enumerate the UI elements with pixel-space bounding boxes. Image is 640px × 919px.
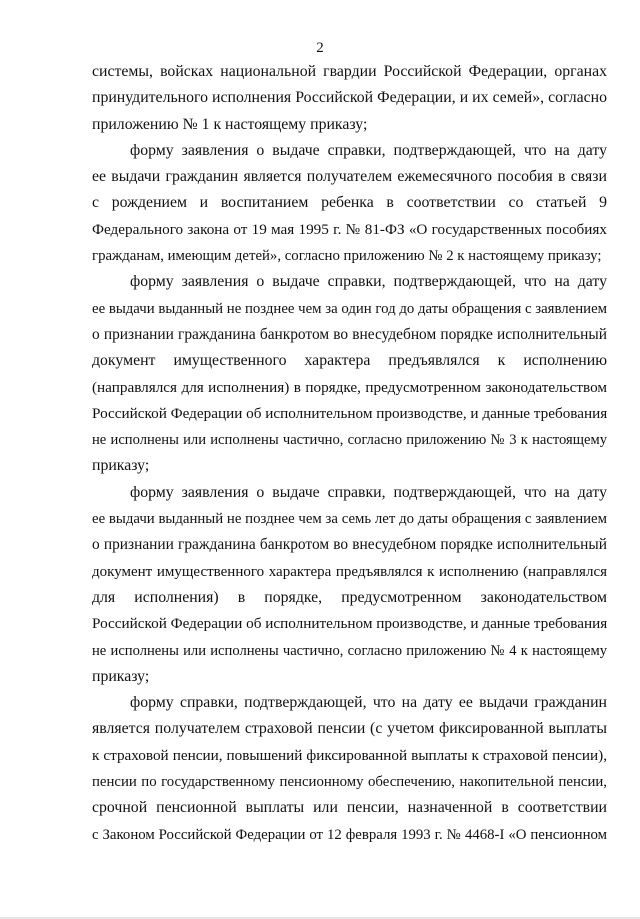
paragraph-line: гражданам, имеющим детей», согласно приложению № 2 к настоящему приказу; [92,248,602,265]
paragraph-line: (направлялся для исполнения) в порядке, предусмотренном законодательством [92,378,607,396]
paragraph-line: приказу; [92,457,150,475]
paragraph-3 [92,269,607,479]
paragraph-line: принудительного исполнения Российской Федерации, и их семей», согласно [92,89,607,107]
paragraph-line: ее выдачи выданный не позднее чем за один год до даты обращения с заявлением [92,300,607,317]
paragraph-5 [92,690,607,848]
paragraph-line: форму заявления о выдаче справки, подтверждающей, что на дату [130,141,607,159]
paragraph-line: с Законом Российской Федерации от 12 февраля 1993 г. № 4468-I «О пенсионном [92,826,607,843]
paragraph-line: Федерального закона от 19 мая 1995 г. № 81-ФЗ «О государственных пособиях [92,220,607,238]
paragraph-line: документ имущественного характера предъявлялся к исполнению (направлялся [92,563,607,580]
paragraph-2 [92,138,607,269]
paragraph-line: форму справки, подтверждающей, что на дату ее выдачи гражданин [130,694,607,712]
paragraph-line: приказу; [92,667,150,685]
paragraph-line: системы, войсках национальной гвардии Российской Федерации, органах [92,63,607,80]
paragraph-4 [92,480,607,690]
paragraph-line: ее выдачи выданный не позднее чем за семь лет до даты обращения с заявлением [92,511,607,528]
paragraph-line: форму заявления о выдаче справки, подтверждающей, что на дату [130,273,607,291]
paragraph-line: о признании гражданина банкротом во внесудебном порядке исполнительный [92,325,607,343]
paragraph-line: срочной пенсионной выплаты или пенсии, назначенной в соответствии [92,799,607,817]
page-number: 2 [316,40,324,56]
paragraph-line: не исполнены или исполнены частично, согласно приложению № 3 к настоящему [92,432,607,449]
paragraph-line: документ имущественного характера предъявлялся к исполнению [92,352,607,370]
paragraph-line: форму заявления о выдаче справки, подтверждающей, что на дату [130,483,607,501]
paragraph-1 [92,59,607,138]
document-body [92,59,607,848]
paragraph-line: для исполнения) в порядке, предусмотренном законодательством [92,588,607,606]
paragraph-line: ее выдачи гражданин является получателем ежемесячного пособия в связи [92,168,607,186]
paragraph-line: Российской Федерации об исполнительном производстве, и данные требования [92,615,607,633]
paragraph-line: является получателем страховой пенсии (с учетом фиксированной выплаты [92,720,607,738]
paragraph-line: не исполнены или исполнены частично, согласно приложению № 4 к настоящему [92,642,607,659]
paragraph-line: о признании гражданина банкротом во внесудебном порядке исполнительный [92,536,607,554]
paragraph-line: пенсии по государственному пенсионному обеспечению, накопительной пенсии, [92,774,607,791]
paragraph-line: Российской Федерации об исполнительном производстве, и данные требования [92,404,607,422]
paragraph-line: к страховой пенсии, повышений фиксированной выплаты к страховой пенсии), [92,746,607,764]
paragraph-line: приложению № 1 к настоящему приказу; [92,115,368,133]
paragraph-line: с рождением и воспитанием ребенка в соответствии со статьей 9 [92,194,607,212]
